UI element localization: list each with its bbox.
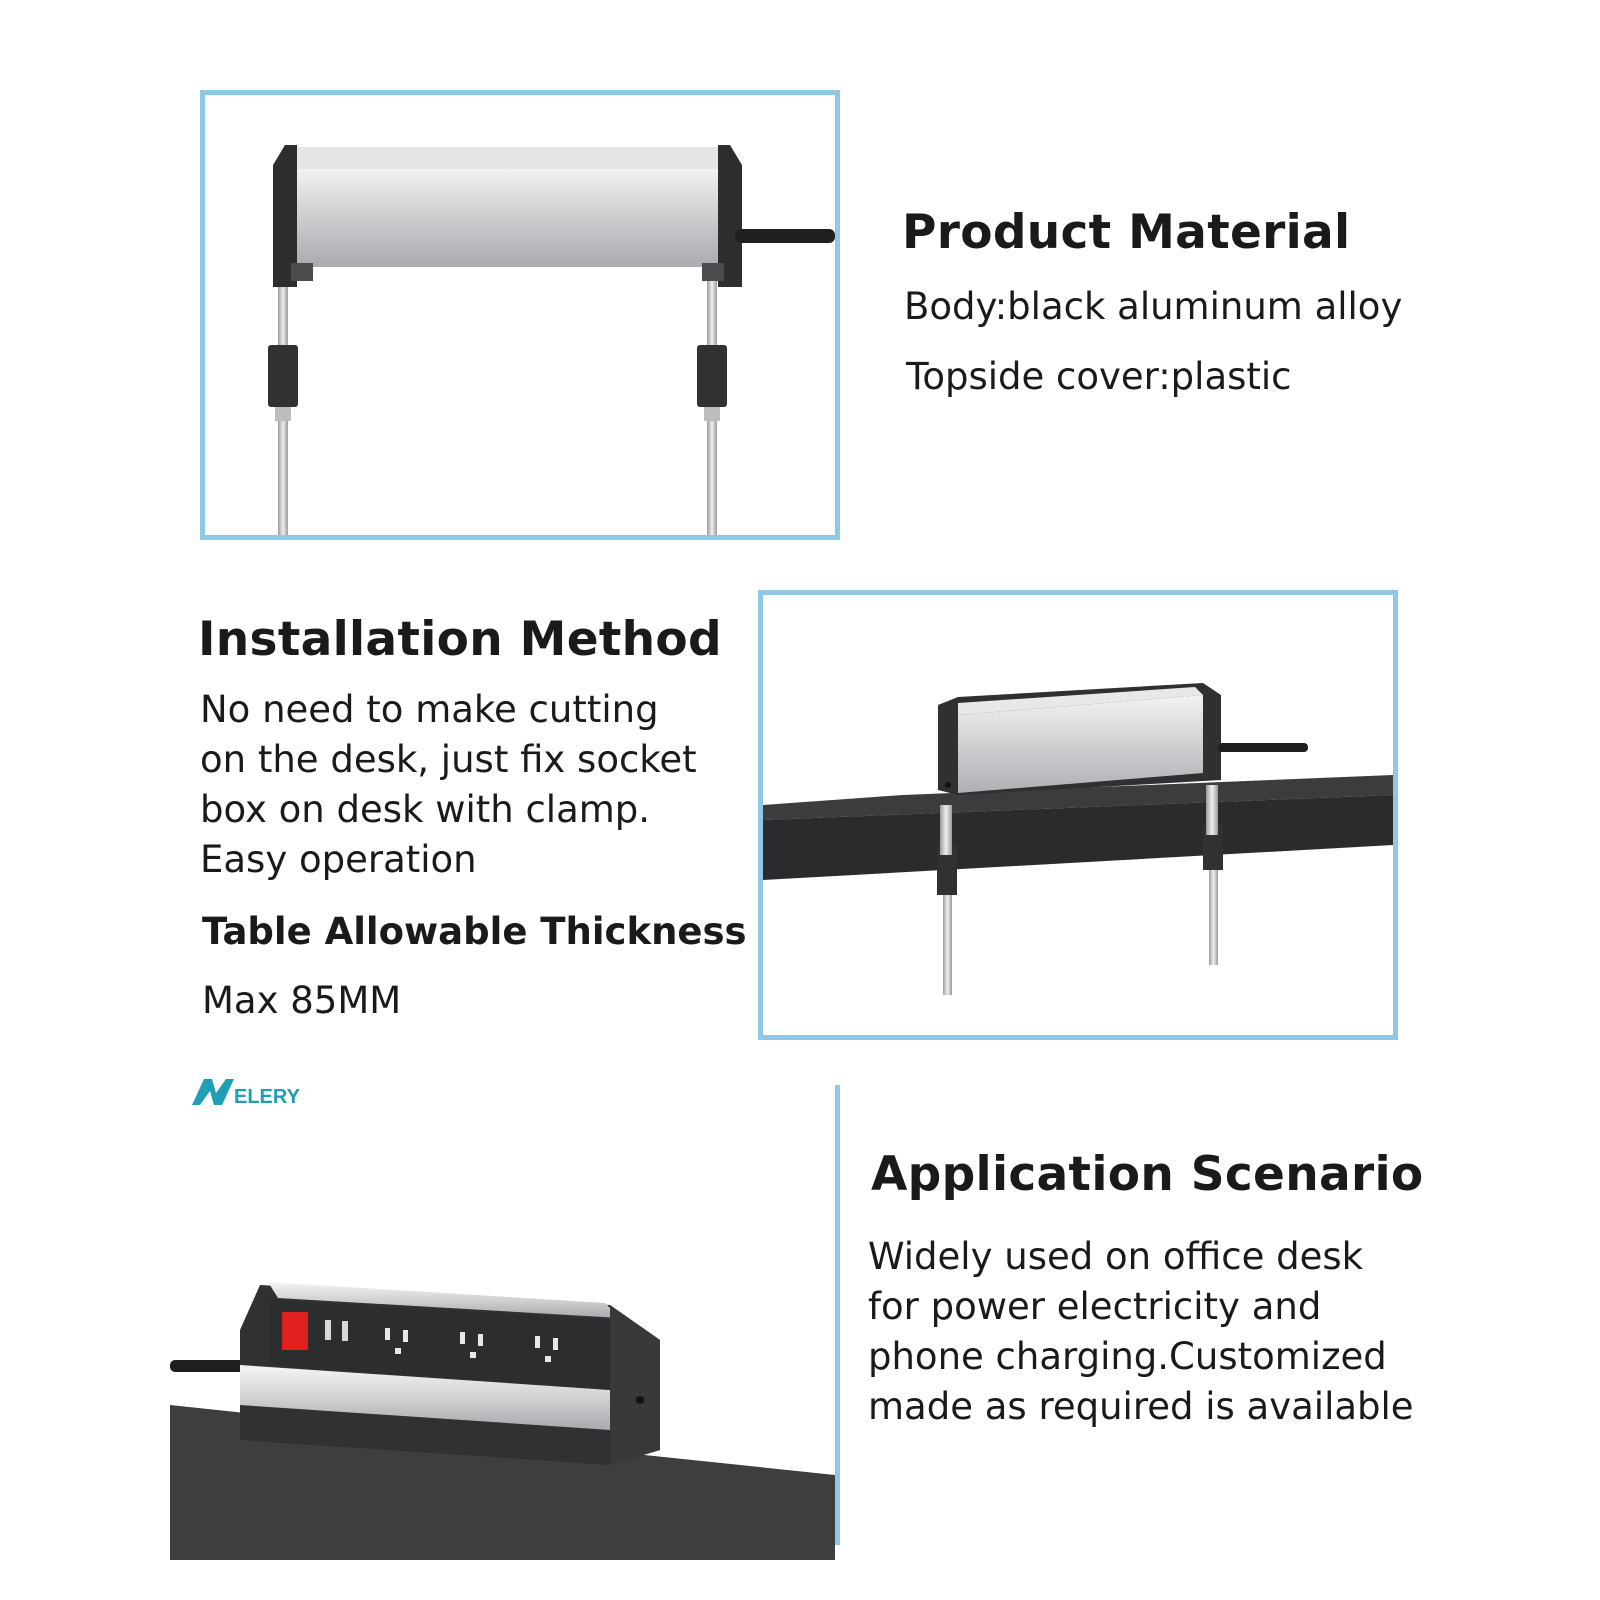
brand-logo: [190, 1073, 310, 1109]
installation-image: [758, 590, 1398, 1040]
brand-logo-icon: [190, 1073, 310, 1109]
application-heading: Application Scenario: [871, 1147, 1424, 1202]
installation-line-1: No need to make cutting: [200, 688, 659, 731]
material-line-cover: Topside cover:plastic: [906, 355, 1292, 398]
application-line-2: for power electricity and: [868, 1285, 1322, 1328]
power-strip-on-desk-image: [763, 595, 1393, 1035]
application-line-1: Widely used on office desk: [868, 1235, 1364, 1278]
application-image: [170, 1270, 835, 1560]
thickness-value: Max 85MM: [202, 979, 402, 1022]
installation-line-2: on the desk, just fix socket: [200, 738, 697, 781]
installation-line-3: box on desk with clamp.: [200, 788, 651, 831]
product-material-image: [200, 90, 840, 540]
installation-line-4: Easy operation: [200, 838, 477, 881]
application-line-4: made as required is available: [868, 1385, 1414, 1428]
installation-heading: Installation Method: [198, 612, 722, 667]
power-strip-outlets-image: [170, 1270, 835, 1560]
bottom-divider: [835, 1085, 840, 1545]
material-heading: Product Material: [902, 205, 1351, 260]
material-line-body: Body:black aluminum alloy: [904, 285, 1403, 328]
brand-logo-text: ELERY: [234, 1086, 300, 1108]
application-line-3: phone charging.Customized: [868, 1335, 1387, 1378]
thickness-heading: Table Allowable Thickness: [202, 910, 747, 953]
power-strip-clamp-image: [205, 95, 835, 535]
